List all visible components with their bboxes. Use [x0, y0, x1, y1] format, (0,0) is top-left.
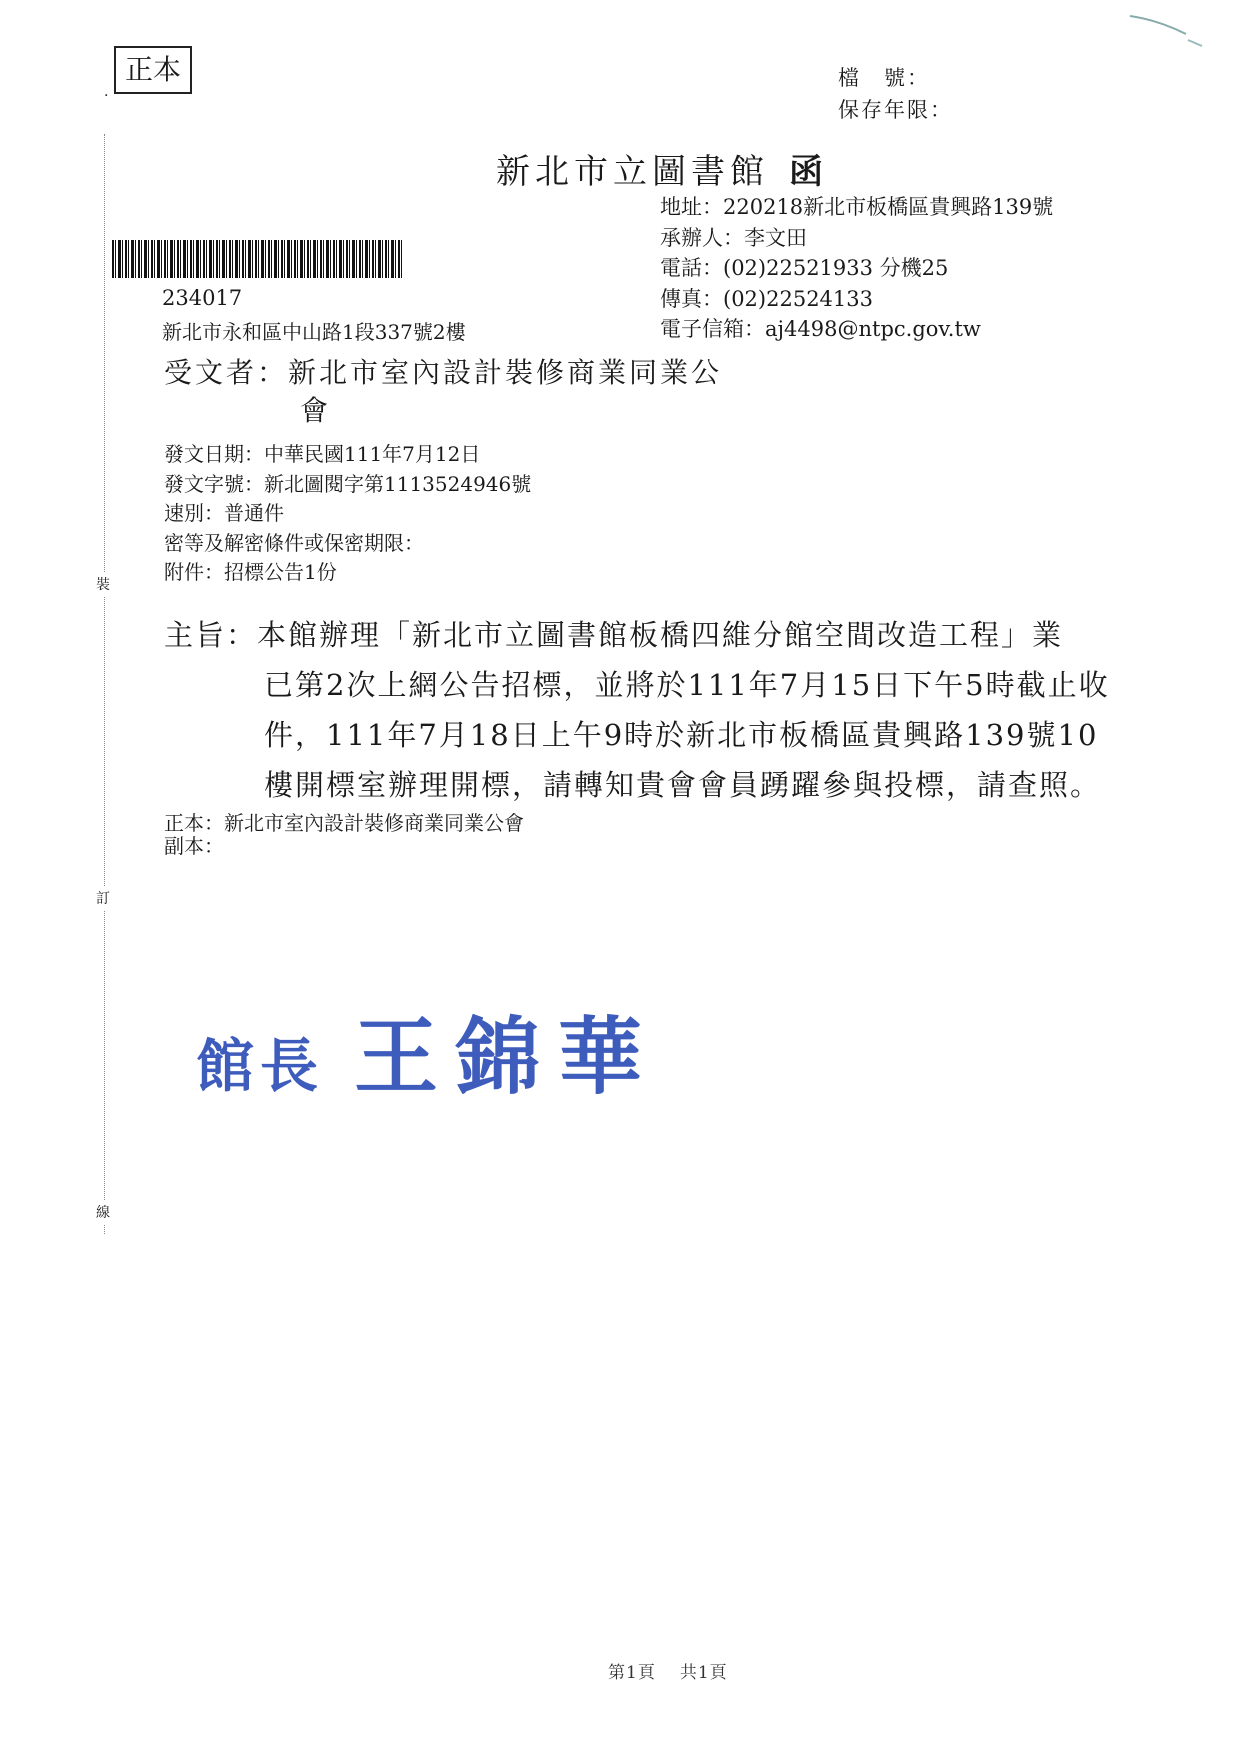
recipient-line-1: 受文者：新北市室內設計裝修商業同業公: [164, 356, 723, 389]
document-type: 函: [789, 152, 828, 192]
scan-artifact: [1128, 10, 1208, 50]
issue-date: 發文日期：中華民國111年7月12日: [164, 442, 481, 466]
attachment: 附件：招標公告1份: [164, 560, 337, 584]
sender-info: [660, 192, 1053, 345]
binding-line: [104, 134, 105, 1234]
subject: [164, 610, 1110, 810]
retention-label: 保存年限：: [838, 98, 953, 122]
distribution: [164, 812, 524, 858]
director-signature-stamp: [196, 990, 660, 1111]
recipient-line-2: 會: [300, 394, 332, 427]
page-footer: [608, 1658, 728, 1683]
binding-mark-zhuang: 裝: [96, 572, 110, 596]
copy-recipient: 副本：: [164, 834, 224, 858]
sender-phone: 電話：(02)22521933 分機25: [660, 256, 949, 280]
issue-number: 發文字號：新北圖閱字第1113524946號: [164, 471, 532, 496]
page-number: 第1頁: [608, 1663, 656, 1683]
sender-email: 電子信箱：aj4498@ntpc.gov.tw: [660, 317, 981, 341]
page-total: 共1頁: [679, 1663, 728, 1683]
file-number-label: 檔 號：: [838, 66, 930, 90]
recipient: [164, 354, 722, 430]
subject-line-3: 件，111年7月18日上午9時於新北市板橋區貴興路139號10: [264, 718, 1099, 752]
signature-title: 館長: [196, 1032, 325, 1100]
subject-line-4: 樓開標室辦理開標，請轉知貴會會員踴躍參與投標，請查照。: [264, 768, 1102, 802]
document-meta: [164, 440, 531, 588]
document-title: [496, 144, 828, 193]
barcode: [112, 240, 402, 278]
binding-mark-xian: 線: [96, 1200, 110, 1224]
sender-address: 地址：220218新北市板橋區貴興路139號: [660, 195, 1054, 219]
file-info: [838, 62, 953, 126]
binding-mark-ding: 訂: [96, 886, 110, 910]
original-copy-stamp: 正本: [114, 46, 192, 94]
secrecy-level: 密等及解密條件或保密期限：: [164, 530, 424, 555]
recipient-zip: 234017: [162, 286, 243, 310]
subject-line-2: 已第2次上網公告招標，並將於111年7月15日下午5時截止收: [264, 668, 1110, 702]
recipient-address: 新北市永和區中山路1段337號2樓: [162, 320, 466, 344]
sender-handler: 承辦人：李文田: [660, 225, 807, 250]
issuer-name: 新北市立圖書館: [496, 152, 769, 192]
stamp-dot: .: [104, 84, 109, 100]
signature-name: 王錦華: [354, 1007, 661, 1106]
original-recipient: 正本：新北市室內設計裝修商業同業公會: [164, 811, 524, 835]
subject-line-1: 主旨：本館辦理「新北市立圖書館板橋四維分館空間改造工程」業: [164, 618, 1064, 652]
speed-class: 速別：普通件: [164, 501, 284, 525]
sender-fax: 傳真：(02)22524133: [660, 286, 873, 311]
